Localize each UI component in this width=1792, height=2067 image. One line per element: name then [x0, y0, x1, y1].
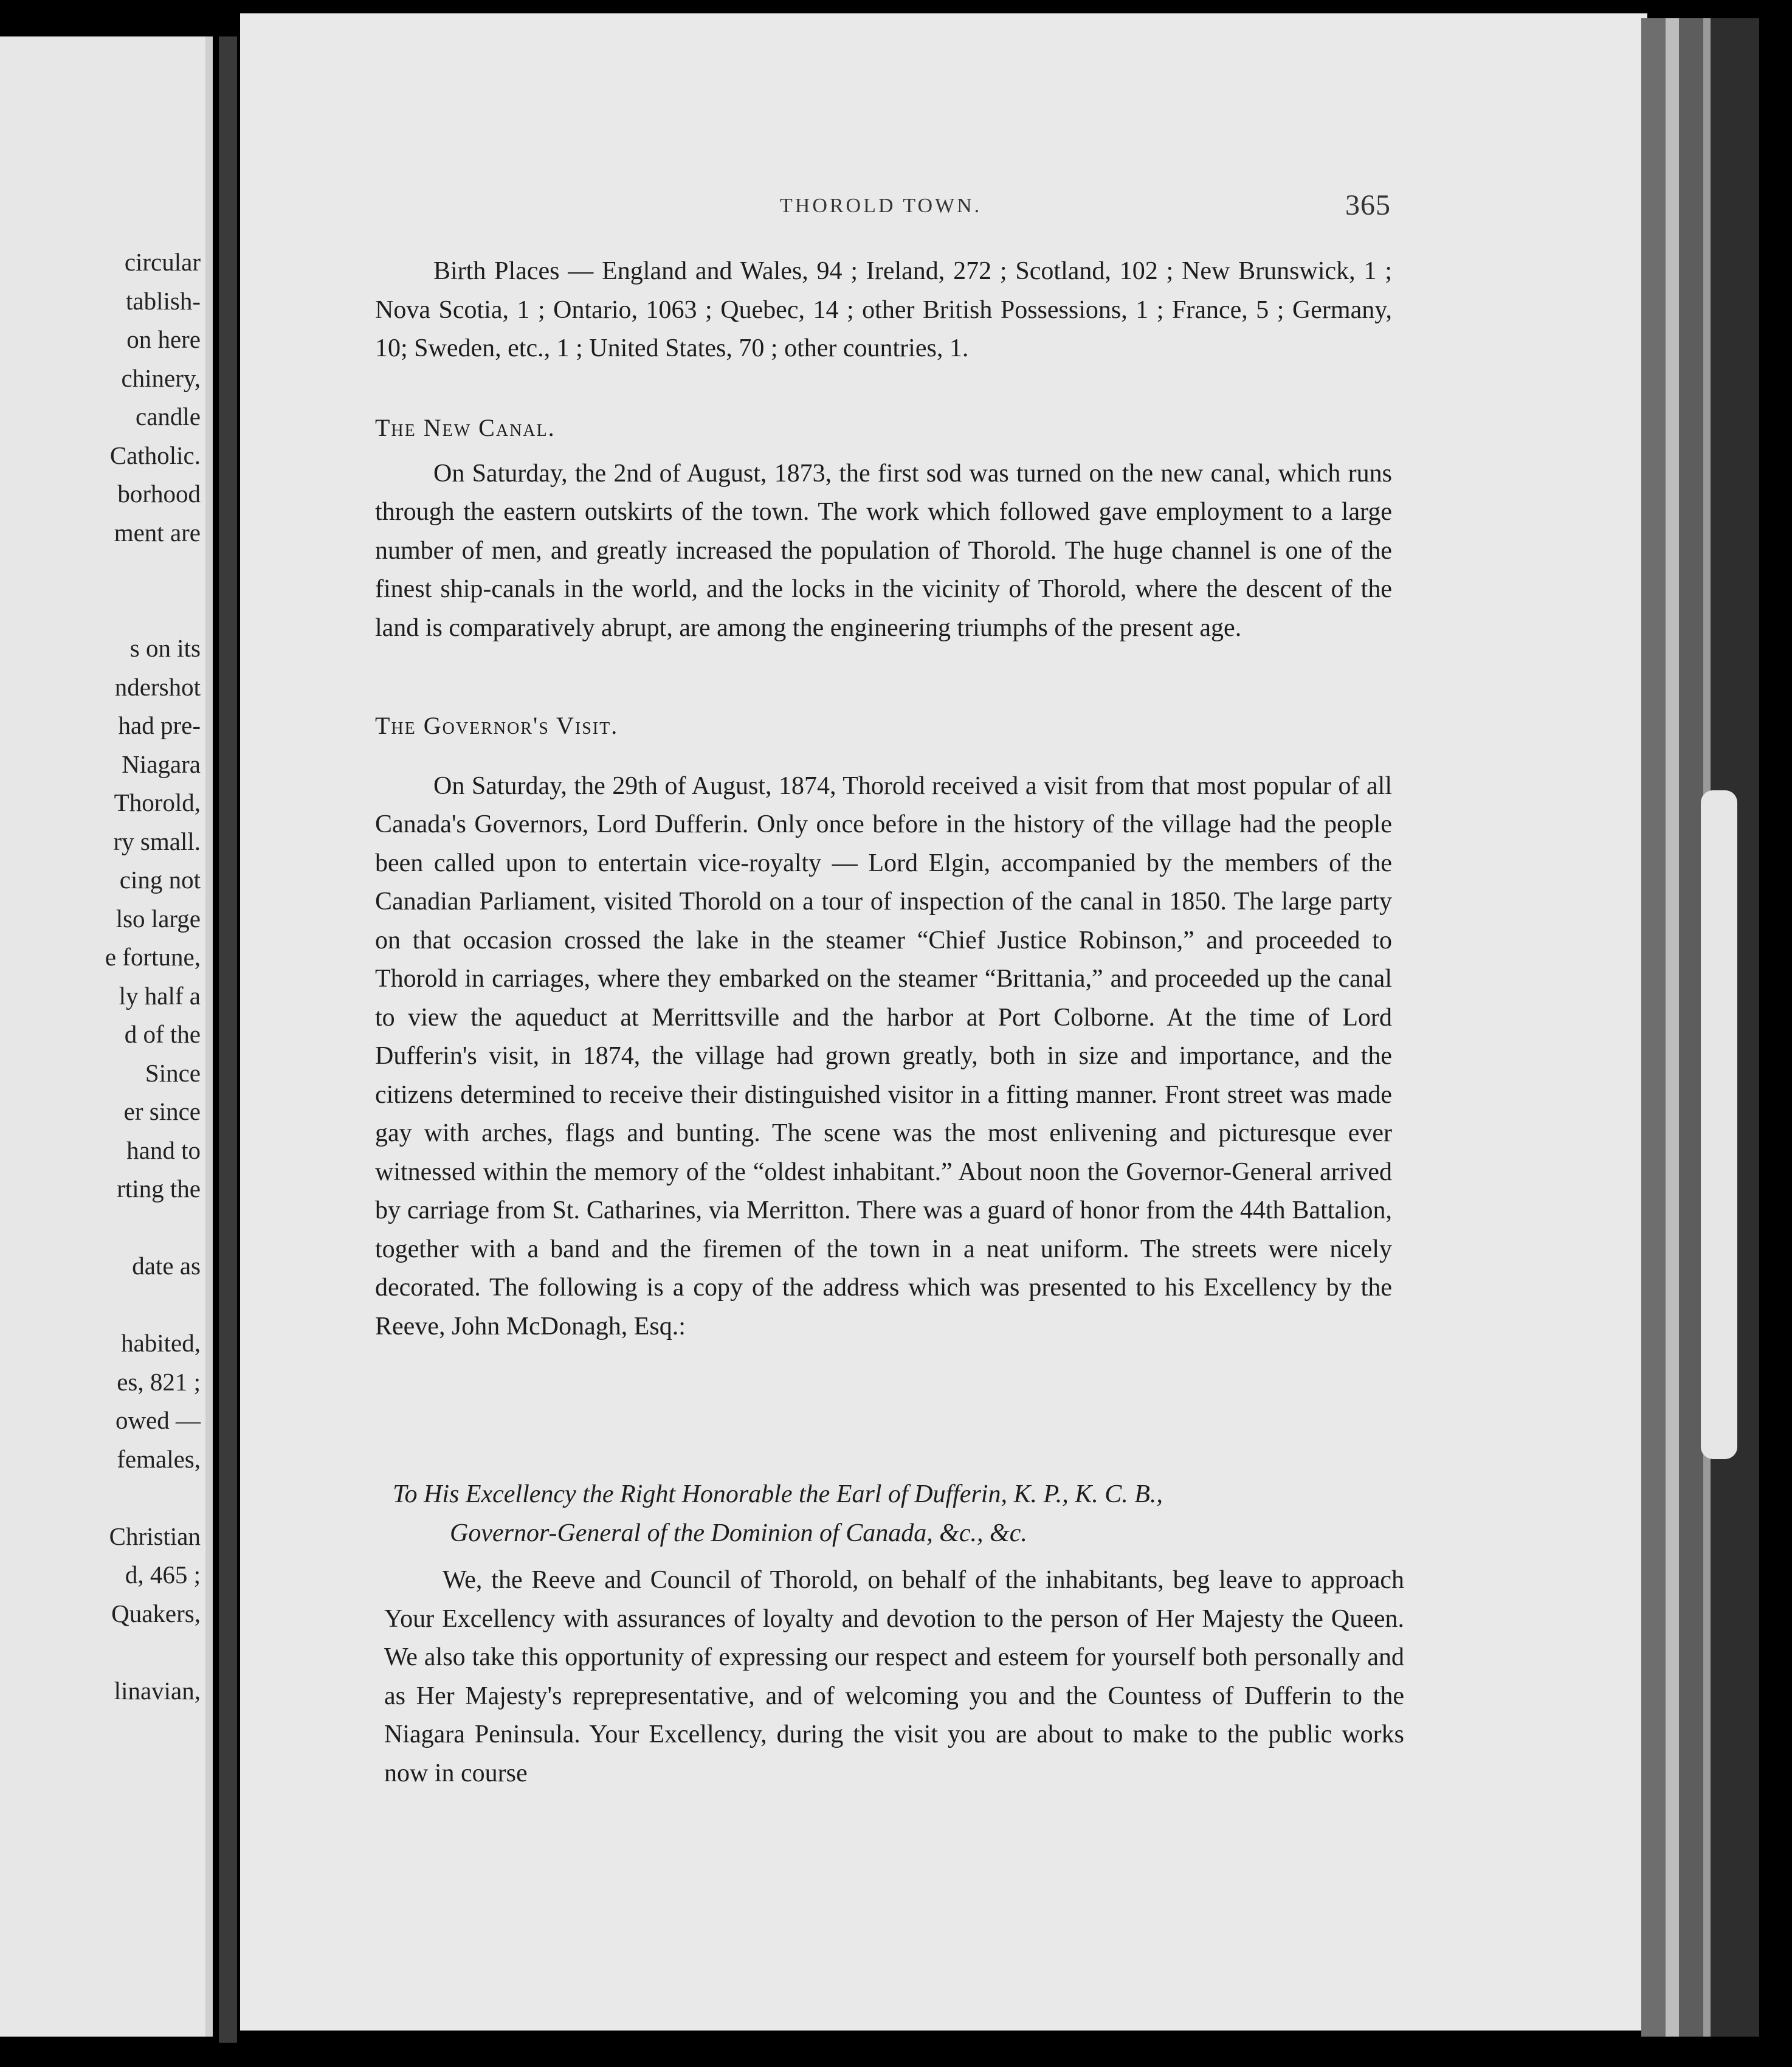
address-salutation-line2: Governor-General of the Dominion of Canada, &c., &c.	[450, 1519, 1027, 1547]
torn-page-edge	[1701, 790, 1737, 1459]
running-title: THOROLD TOWN.	[780, 195, 982, 217]
left-page-line: linavian,	[114, 1676, 201, 1705]
left-page-line: Since	[145, 1058, 201, 1087]
left-page-line: s on its	[129, 634, 201, 662]
left-page-line: had pre-	[118, 711, 201, 739]
left-page-line: es, 821 ;	[117, 1367, 201, 1396]
left-page-line: d, 465 ;	[125, 1561, 201, 1589]
left-page-line: Niagara	[122, 750, 201, 778]
left-page-line: Thorold,	[114, 788, 201, 816]
birth-places-paragraph: Birth Places — England and Wales, 94 ; Ireland, 272 ; Scotland, 102 ; New Brunswick, 1 ; Nova Scotia, 1 ; Ontario, 1063 ; Quebec, 14 ; other British Possessions, 1 ; France, 5 ; Germany, 10; Sweden, etc., 1 ; United States, 70 ; other countries, 1.	[375, 257, 1392, 362]
address-salutation	[384, 1475, 1404, 1553]
left-page-line: rting the	[117, 1175, 201, 1203]
left-page-line: lso large	[115, 904, 201, 933]
left-page-line: borhood	[117, 480, 201, 508]
left-page-line: ndershot	[114, 672, 201, 701]
birth-places-block	[375, 252, 1392, 368]
left-page-line: circular	[124, 248, 201, 276]
left-page-line: d of the	[124, 1020, 201, 1048]
left-page-line: hand to	[126, 1136, 201, 1164]
address-salutation-line1: To His Excellency the Right Honorable the Earl of Dufferin, K. P., K. C. B.,	[393, 1480, 1163, 1508]
left-page-line: ry small.	[113, 827, 201, 855]
section-heading-new-canal: The New Canal.	[375, 414, 556, 441]
left-page-line: females,	[117, 1444, 201, 1473]
left-page-line: e fortune,	[105, 943, 201, 971]
left-page-line: ly half a	[119, 981, 201, 1010]
left-page-line: chinery,	[121, 364, 201, 392]
left-page-line: date as	[132, 1252, 201, 1280]
left-page-line: Christian	[109, 1522, 201, 1550]
left-page-line: cing not	[119, 866, 201, 894]
left-page-line: er since	[123, 1097, 201, 1125]
left-page-shadow	[205, 36, 213, 2037]
left-page-line: habited,	[121, 1329, 201, 1357]
new-canal-paragraph: On Saturday, the 2nd of August, 1873, the first sod was turned on the new canal, which runs through the eastern outskirts of the town. The work which followed gave employment to a large number of men, and greatly increased the population of Thorold. The huge channel is one of the finest ship-canals in the world, and the locks in the vicinity of Thorold, where the descent of the land is comparatively abrupt, are among the engineering triumphs of the present age.	[375, 459, 1392, 642]
governors-visit-paragraph: On Saturday, the 29th of August, 1874, Thorold received a visit from that most popular of all Canada's Governors, Lord Dufferin. Only once before in the history of the village had the people been called upon to entertain vice-royalty — Lord Elgin, accompanied by the members of the Canadian Parliament, visited Thorold on a tour of inspection of the canal in 1850. The large party on that occasion crossed the lake in the steamer “Chief Justice Robinson,” and proceeded to Thorold in carriages, where they embarked on the steamer “Brittania,” and proceeded up the canal to view the aqueduct at Merrittsville and the harbor at Port Colborne. At the time of Lord Dufferin's visit, in 1874, the village had grown greatly, both in size and importance, and the citizens determined to receive their distinguished visitor in a fitting manner. Front street was made gay with arches, flags and bunting. The scene was the most enlivening and picturesque ever witnessed within the memory of the “oldest inhabitant.” About noon the Governor-General arrived by carriage from St. Catharines, via Merritton. There was a guard of honor from the 44th Battalion, together with a band and the firemen of the town in a neat uniform. The streets were nicely decorated. The following is a copy of the address which was presented to his Excellency by the Reeve, John McDonagh, Esq.:	[375, 771, 1392, 1341]
left-page-fragment	[0, 36, 213, 2037]
left-page-line: ment are	[114, 518, 201, 547]
governors-visit-section	[375, 706, 1392, 1346]
new-canal-section	[375, 409, 1392, 647]
page-number: 365	[1345, 189, 1391, 221]
address-block	[384, 1475, 1404, 1793]
left-page-line: Quakers,	[111, 1599, 201, 1627]
page-edge	[1666, 18, 1679, 2037]
book-gutter	[219, 36, 237, 2043]
page-edge	[1641, 18, 1666, 2037]
page-edge	[1679, 18, 1703, 2037]
left-page-line: candle	[136, 402, 201, 430]
section-heading-governors-visit: The Governor's Visit.	[375, 712, 619, 739]
left-page-line: owed —	[115, 1406, 201, 1434]
left-page-line: Catholic.	[109, 441, 201, 469]
left-page-line: tablish-	[126, 286, 201, 315]
address-paragraph: We, the Reeve and Council of Thorold, on behalf of the inhabitants, beg leave to approach Your Excellency with assurances of loyalty and devotion to the person of Her Majesty the Queen. We also take this opportunity of expressing our respect and esteem for yourself both personally and as Her Majesty's reprepresentative, and of welcoming you and the Countess of Dufferin to the Niagara Peninsula. Your Excellency, during the visit you are about to make to the public works now in course	[384, 1566, 1404, 1787]
left-page-line: on here	[126, 325, 201, 353]
